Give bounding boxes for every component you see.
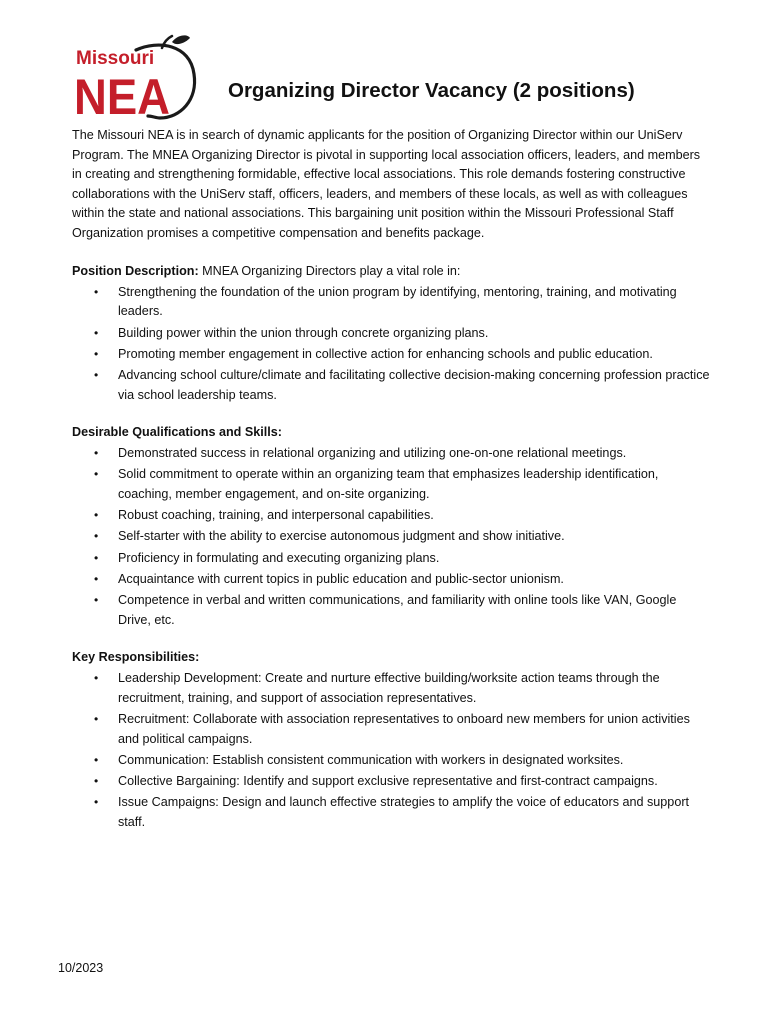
list-item: • Acquaintance with current topics in public education and public-sector unionism. — [72, 570, 712, 590]
list-item: • Proficiency in formulating and executing organizing plans. — [72, 549, 712, 569]
responsibilities-section — [72, 630, 712, 832]
position-heading: Position Description: — [72, 263, 199, 278]
position-list — [72, 283, 712, 405]
page-title: Organizing Director Vacancy (2 positions) — [228, 79, 635, 102]
list-item: • Issue Campaigns: Design and launch effective strategies to amplify the voice of educators and support staff. — [72, 793, 712, 832]
position-description-section — [72, 244, 712, 406]
list-item: • Advancing school culture/climate and facilitating collective decision-making concerning profession practice via school leadership teams. — [72, 366, 712, 405]
list-item: • Solid commitment to operate within an organizing team that emphasizes leadership identification, coaching, member engagement, and on-site organizing. — [72, 465, 712, 504]
section-heading — [72, 423, 712, 443]
qualifications-section — [72, 405, 712, 630]
list-item: • Building power within the union through concrete organizing plans. — [72, 324, 712, 344]
list-item: • Communication: Establish consistent communication with workers in designated worksites. — [72, 751, 712, 771]
list-item: • Collective Bargaining: Identify and support exclusive representative and first-contract campaigns. — [72, 772, 712, 792]
qualifications-heading: Desirable Qualifications and Skills: — [72, 425, 282, 440]
list-item: • Promoting member engagement in collective action for enhancing schools and public education. — [72, 345, 712, 365]
list-item: • Leadership Development: Create and nurture effective building/worksite action teams through the recruitment, training, and support of association representatives. — [72, 669, 712, 708]
list-item: • Self-starter with the ability to exercise autonomous judgment and show initiative. — [72, 527, 712, 547]
footer-date: 10/2023 — [58, 961, 104, 975]
section-heading — [72, 648, 712, 668]
logo-letters: NEA — [74, 69, 170, 120]
document-body — [72, 126, 712, 833]
list-item: • Strengthening the foundation of the union program by identifying, mentoring, training, and motivating leaders. — [72, 283, 712, 322]
position-lead: MNEA Organizing Directors play a vital role in: — [198, 263, 461, 278]
qualifications-list — [72, 444, 712, 630]
missouri-nea-logo — [72, 34, 198, 120]
responsibilities-list — [72, 669, 712, 832]
list-item: • Robust coaching, training, and interpersonal capabilities. — [72, 506, 712, 526]
section-heading — [72, 262, 712, 282]
responsibilities-heading: Key Responsibilities: — [72, 650, 200, 665]
list-item: • Demonstrated success in relational organizing and utilizing one-on-one relational meetings. — [72, 444, 712, 464]
list-item: • Recruitment: Collaborate with association representatives to onboard new members for union activities and political campaigns. — [72, 710, 712, 749]
list-item: • Competence in verbal and written communications, and familiarity with online tools like VAN, Google Drive, etc. — [72, 591, 712, 630]
intro-paragraph: The Missouri NEA is in search of dynamic applicants for the position of Organizing Director within our UniServ Program. The MNEA Organizing Director is pivotal in supporting local association officers, leaders, and members in creating and strengthening formidable, effective local associations. This role demands fostering constructive collaborations with the UniServ staff, officers, leaders, and members of these locals, as well as with colleagues within the state and national associations. This bargaining unit position within the Missouri Professional Staff Organization promises a competitive compensation and benefits package. — [72, 128, 701, 240]
logo-word: Missouri — [76, 48, 155, 69]
apple-leaf-icon — [172, 35, 190, 44]
